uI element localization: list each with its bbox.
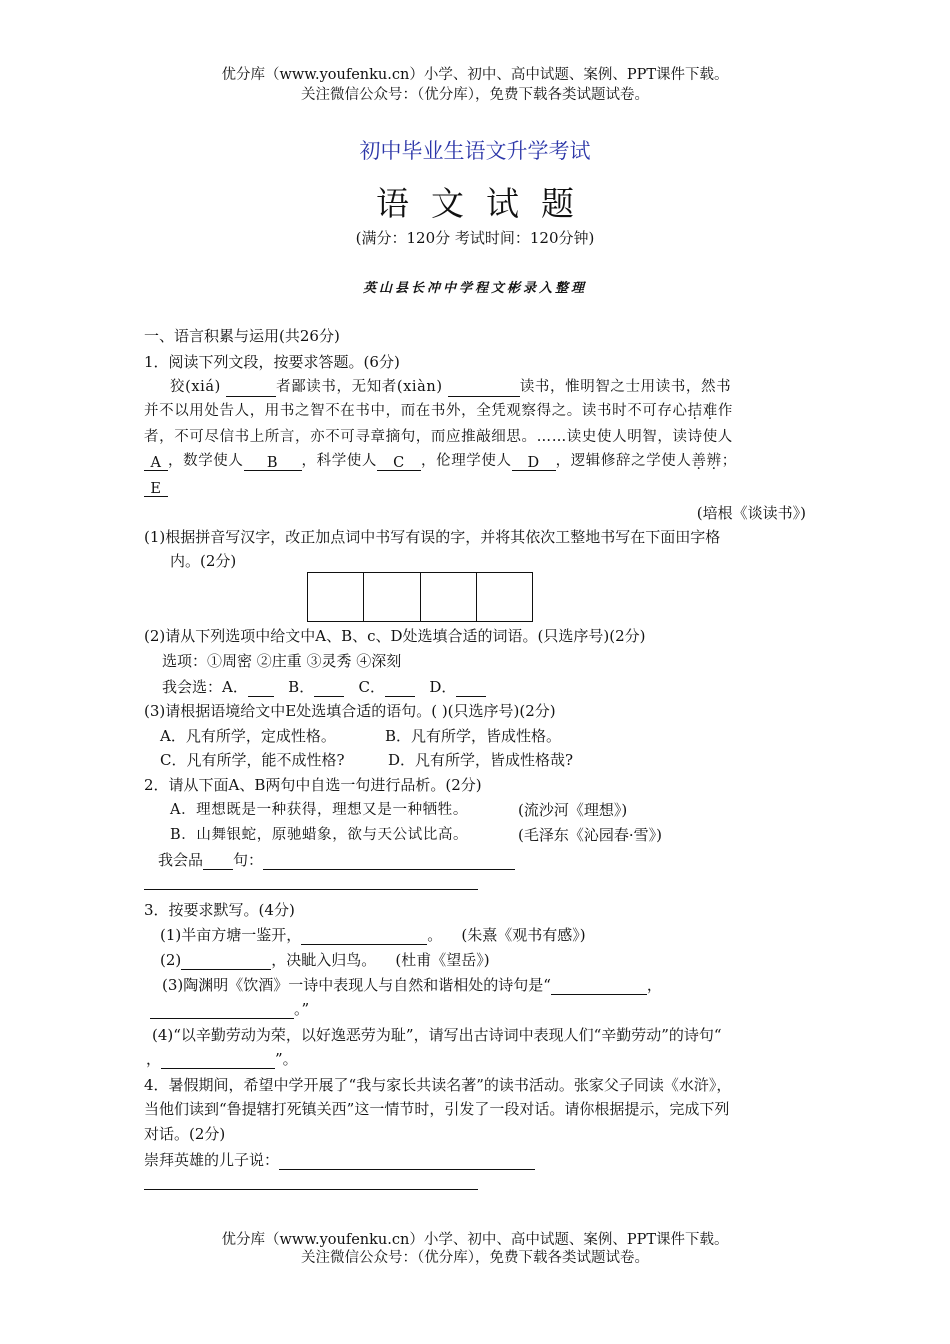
q1-option-D: D．凡有所学，皆成性格哉?	[388, 751, 574, 769]
footer-line-1: 优分库（www.youfenku.cn）小学、初中、高中试题、案例、PPT课件下载。	[221, 1232, 729, 1248]
q3-s4: (4)“以辛勤劳动为荣，以好逸恶劳为耻”，请写出古诗词中表现人们“辛勤劳动”的诗句“	[152, 1026, 722, 1044]
blank-B[interactable]: B	[244, 453, 302, 471]
blank-xia[interactable]	[226, 379, 276, 397]
exam-subtitle: 初中毕业生语文升学考试	[359, 139, 591, 163]
blank-xian[interactable]	[448, 379, 520, 397]
tianzi-grid	[307, 572, 533, 622]
q3-s3-cont: 。”	[150, 999, 309, 1019]
q3-s4-cont: ， ”。	[146, 1050, 298, 1068]
blank-E[interactable]: E	[144, 479, 168, 497]
q3-s2: (2) ，决眦入归鸟。 (杜甫《望岳》)	[160, 951, 490, 969]
q2-source-A: (流沙河《理想》)	[518, 801, 628, 819]
q2-answer-blank[interactable]	[263, 852, 515, 870]
q4-line-1: 4．暑假期间，希望中学开展了“我与家长共读名著”的读书活动。张家父子同读《水浒》，	[144, 1076, 732, 1094]
q1-sub2: (2)请从下列选项中给文中A、B、c、D处选填合适的词语。(只选序号)(2分)	[144, 627, 646, 645]
q2-answer: 我会品 句：	[158, 850, 515, 870]
q3-s2-blank[interactable]	[181, 952, 271, 970]
q4-answer-blank[interactable]	[279, 1152, 535, 1170]
q3-s3: (3)陶渊明《饮酒》一诗中表现人与自然和谐相处的诗句是“ ，	[162, 976, 662, 994]
choose-B-blank[interactable]	[314, 679, 344, 697]
q3-stem: 3．按要求默写。(4分)	[144, 901, 295, 919]
q4-answer: 崇拜英雄的儿子说：	[144, 1150, 535, 1170]
q1-stem: 1．阅读下列文段，按要求答题。(6分)	[144, 353, 400, 371]
grid-cell-1[interactable]	[308, 573, 364, 621]
q1-option-B: B．凡有所学，皆成性格。	[385, 727, 562, 745]
q1-options: 选项：①周密 ②庄重 ③灵秀 ④深刻	[162, 652, 402, 670]
q1-option-C: C．凡有所学，能不成性格?	[160, 751, 345, 769]
exam-title: 语文试题	[376, 184, 596, 223]
header-line-2: 关注微信公众号：（优分库），免费下载各类试题试卷。	[301, 87, 649, 103]
choose-A-blank[interactable]	[248, 679, 274, 697]
passage-source: (培根《谈读书》)	[696, 504, 806, 522]
grid-cell-4[interactable]	[477, 573, 532, 621]
q1-option-A: A．凡有所学，定成性格。	[160, 727, 336, 745]
blank-D[interactable]: D	[512, 453, 556, 471]
q2-choice-blank[interactable]	[203, 852, 233, 870]
passage-line-2: 并不以用处告人，用书之智不在书中，而在书外，全凭观察得之。读书时不可存心拮难作	[144, 403, 733, 419]
q4-answer-line-2[interactable]	[144, 1189, 478, 1190]
choose-C-blank[interactable]	[385, 679, 415, 697]
q3-s3-blank-2[interactable]	[150, 1001, 294, 1019]
q3-s1: (1)半亩方塘一鉴开， 。 (朱熹《观书有感》)	[160, 926, 586, 944]
passage-line-1: 狡(xiá) 者鄙读书，无知者(xiàn) 读书，惟明智之士用读书，然书	[170, 379, 732, 395]
grid-cell-3[interactable]	[421, 573, 477, 621]
q4-line-3: 对话。(2分)	[144, 1125, 226, 1143]
passage-line-5	[144, 477, 168, 497]
q1-sub1-line-a: (1)根据拼音写汉字，改正加点词中书写有误的字，并将其依次工整地书写在下面田字格	[144, 528, 721, 546]
q1-choose: 我会选：A． B． C． D．	[162, 677, 486, 697]
header-line-1: 优分库（www.youfenku.cn）小学、初中、高中试题、案例、PPT课件下载。	[221, 67, 729, 83]
q2-line-A: A．理想既是一种获得，理想又是一种牺牲。	[170, 802, 468, 818]
grid-cell-2[interactable]	[364, 573, 420, 621]
passage-line-3: 者，不可尽信书上所言，亦不可寻章摘句，而应推敲细思。……读史使人明智，读诗使人	[144, 429, 733, 445]
q4-line-2: 当他们读到“鲁提辖打死镇关西”这一情节时，引发了一段对话。请你根据提示，完成下列	[144, 1100, 730, 1118]
section-heading: 一、语言积累与运用(共26分)	[144, 327, 340, 345]
q2-source-B: (毛泽东《沁园春·雪》)	[518, 826, 662, 844]
choose-D-blank[interactable]	[456, 679, 486, 697]
blank-A[interactable]: A	[144, 453, 168, 471]
passage-line-4: A ，数学使人 B ，科学使人 C ，伦理学使人 D ，逻辑修辞之学使人善辨；	[144, 451, 737, 471]
footer-line-2: 关注微信公众号：（优分库），免费下载各类试题试卷。	[301, 1250, 649, 1266]
blank-C[interactable]: C	[377, 453, 421, 471]
q2-answer-line-2[interactable]	[144, 889, 478, 890]
q1-sub1-line-b: 内。(2分)	[170, 552, 237, 570]
q2-stem: 2．请从下面A、B两句中自选一句进行品析。(2分)	[144, 776, 482, 794]
q3-s3-blank-1[interactable]	[551, 977, 647, 995]
q1-sub3: (3)请根据语境给文中E处选填合适的语句。( )(只选序号)(2分)	[144, 702, 556, 720]
q3-s4-blank[interactable]	[161, 1051, 275, 1069]
editor-note: 英山县长冲中学程文彬录入整理	[362, 281, 587, 296]
score-info: (满分：120分 考试时间：120分钟)	[355, 229, 595, 247]
q2-line-B: B．山舞银蛇，原驰蜡象，欲与天公试比高。	[170, 827, 469, 843]
q3-s1-blank[interactable]	[301, 927, 427, 945]
